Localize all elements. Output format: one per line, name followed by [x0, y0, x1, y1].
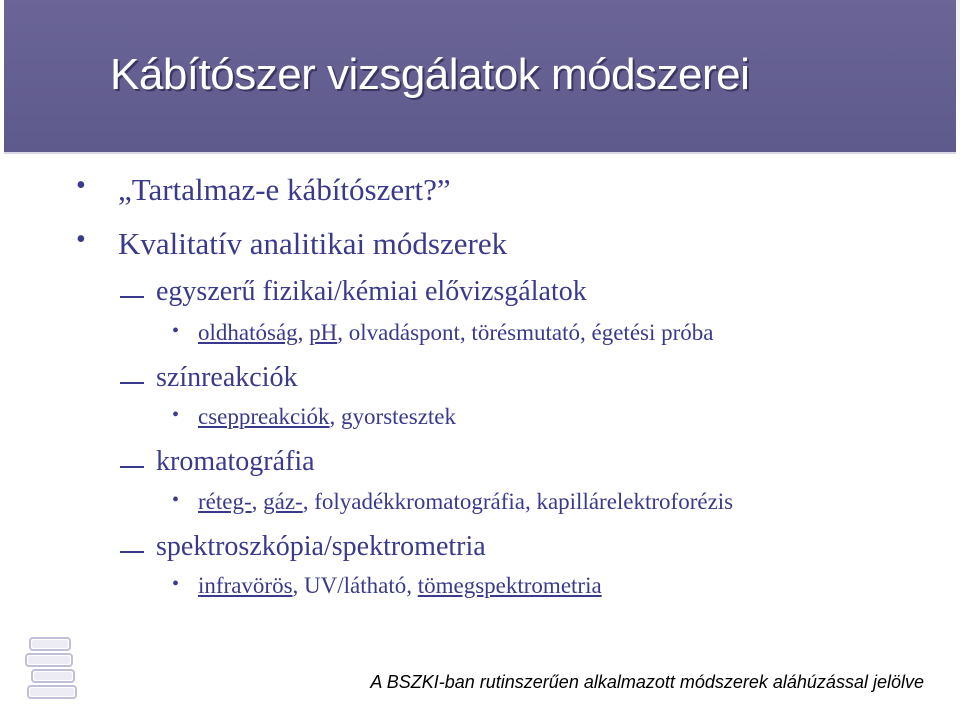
detail-text [198, 573, 602, 599]
sub-bullet-text: egyszerű fizikai/kémiai elővizsgálatok [156, 276, 587, 307]
underlined-method: cseppreakciók [198, 404, 330, 429]
detail-rest: , gyorstesztek [329, 404, 457, 429]
detail-text [198, 320, 714, 346]
underlined-method: gáz- [263, 489, 303, 514]
sub-bullet-text: kromatográfia [156, 446, 315, 477]
underlined-method: tömegspektrometria [417, 573, 602, 598]
bullet-icon: • [172, 320, 180, 342]
detail-rest: , olvadáspont, törésmutató, égetési próba [337, 320, 714, 345]
bullet-text: Kvalitatív analitikai módszerek [118, 226, 508, 261]
dash-marker [120, 296, 144, 298]
separator: , [251, 489, 264, 514]
bullet-icon: • [172, 404, 180, 426]
dash-marker [120, 551, 144, 553]
footer-note: A BSZKI-ban rutinszerűen alkalmazott módszerek aláhúzással jelölve [370, 672, 924, 692]
bullet-text: „Tartalmaz-e kábítószert?” [118, 172, 451, 207]
sub-bullet-text: spektroszkópia/spektrometria [156, 531, 486, 562]
underlined-method: réteg- [198, 489, 252, 514]
detail-text [198, 489, 733, 515]
underlined-method: infravörös [198, 573, 293, 598]
bullet-icon: • [76, 170, 86, 201]
dash-marker [120, 382, 144, 384]
books-stack-icon [22, 632, 84, 702]
bullet-icon: • [172, 573, 180, 595]
detail-text [198, 404, 456, 430]
bullet-icon: • [76, 224, 86, 255]
dash-marker [120, 466, 144, 468]
separator: , [297, 320, 310, 345]
detail-rest: , folyadékkromatográfia, kapillárelektroforézis [302, 489, 734, 514]
slide-title: Kábítószer vizsgálatok módszerei [110, 50, 750, 99]
detail-rest: , UV/látható, [292, 573, 418, 598]
sub-bullet-text: színreakciók [156, 362, 298, 393]
underlined-method: oldhatóság [198, 320, 298, 345]
underlined-method: pH [309, 320, 338, 345]
bullet-icon: • [172, 489, 180, 511]
